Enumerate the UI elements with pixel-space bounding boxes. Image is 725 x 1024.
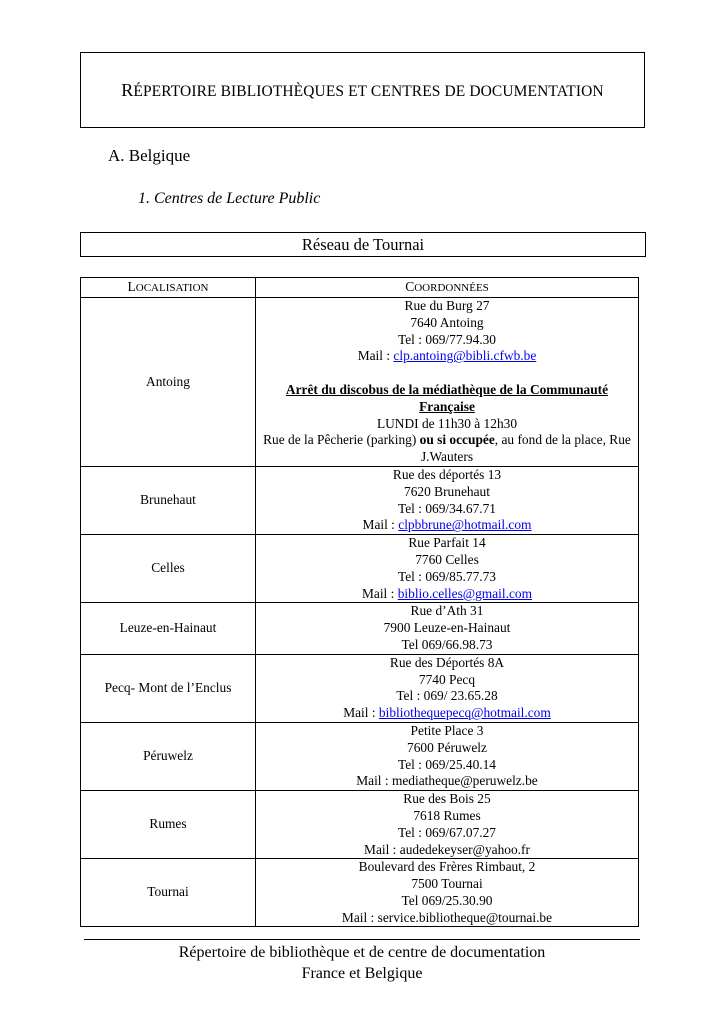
contact-cell — [256, 603, 639, 654]
city: 7900 Leuze-en-Hainaut — [383, 620, 511, 636]
city: 7740 Pecq — [418, 671, 476, 687]
city: 7760 Celles — [415, 551, 479, 567]
footer-line-2: France et Belgique — [301, 965, 423, 982]
column-header-coordonnees: COORDONNÉES — [256, 278, 639, 298]
location-cell: Leuze-en-Hainaut — [81, 603, 256, 654]
section-heading: A. Belgique — [108, 146, 191, 165]
footer-divider — [84, 939, 640, 940]
discobus-place: Rue de la Pêcherie (parking) ou si occupée, au fond de la place, Rue J.Wauters — [263, 432, 631, 465]
table-row — [81, 722, 639, 790]
contact-cell — [256, 791, 639, 859]
mail-line: Mail : biblio.celles@gmail.com — [361, 585, 533, 601]
mail-link[interactable]: clp.antoing@bibli.cfwb.be — [393, 348, 537, 364]
street: Rue des Bois 25 — [403, 791, 491, 807]
phone: Tel 069/66.98.73 — [401, 636, 493, 652]
street: Rue des déportés 13 — [392, 466, 502, 482]
contact-cell — [256, 298, 639, 467]
table-row — [81, 535, 639, 603]
city: 7620 Brunehaut — [404, 483, 490, 499]
location-cell: Tournai — [81, 859, 256, 927]
mail-link[interactable]: bibliothequepecq@hotmail.com — [378, 705, 551, 721]
phone: Tel : 069/34.67.71 — [398, 500, 496, 516]
mail-line: Mail : mediatheque@peruwelz.be — [356, 773, 538, 789]
column-header-localisation: LOCALISATION — [81, 278, 256, 298]
phone: Tel : 069/ 23.65.28 — [396, 688, 498, 704]
mail-line: Mail : clp.antoing@bibli.cfwb.be — [357, 348, 537, 364]
mail-line: Mail : bibliothequepecq@hotmail.com — [343, 705, 551, 721]
mail-line: Mail : clpbbrune@hotmail.com — [362, 517, 532, 533]
footer-line-1: Répertoire de bibliothèque et de centre de documentation — [178, 944, 546, 961]
phone: Tel 069/25.30.90 — [401, 892, 493, 908]
table-row — [81, 466, 639, 534]
mail-line: Mail : service.bibliotheque@tournai.be — [341, 909, 553, 925]
location-cell: Pecq- Mont de l’Enclus — [81, 654, 256, 722]
table-row — [81, 603, 639, 654]
city: 7600 Péruwelz — [407, 739, 487, 755]
mail-link[interactable]: biblio.celles@gmail.com — [397, 585, 533, 601]
mail-link[interactable]: clpbbrune@hotmail.com — [398, 517, 532, 533]
street: Boulevard des Frères Rimbaut, 2 — [358, 859, 536, 875]
mail-line: Mail : audedekeyser@yahoo.fr — [364, 841, 530, 857]
table-row — [81, 791, 639, 859]
library-table — [80, 277, 639, 927]
street: Rue Parfait 14 — [408, 535, 486, 551]
discobus-time: LUNDI de 11h30 à 12h30 — [376, 415, 518, 431]
table-row — [81, 859, 639, 927]
contact-cell — [256, 654, 639, 722]
city: 7500 Tournai — [411, 876, 483, 892]
location-cell: Celles — [81, 535, 256, 603]
page-footer — [84, 942, 640, 984]
phone: Tel : 069/25.40.14 — [398, 756, 496, 772]
street: Rue d’Ath 31 — [410, 603, 484, 619]
location-cell: Brunehaut — [81, 466, 256, 534]
table-row — [81, 654, 639, 722]
subsection-heading: 1. Centres de Lecture Public — [138, 190, 321, 207]
city: 7640 Antoing — [410, 314, 484, 330]
network-title: Réseau de Tournai — [80, 232, 646, 257]
location-cell: Rumes — [81, 791, 256, 859]
discobus-title: Arrêt du discobus de la médiathèque de la Communauté Française — [285, 381, 609, 414]
location-cell: Péruwelz — [81, 722, 256, 790]
location-cell: Antoing — [81, 298, 256, 467]
city: 7618 Rumes — [413, 807, 481, 823]
document-title-box — [80, 52, 645, 128]
document-title: RÉPERTOIRE BIBLIOTHÈQUES ET CENTRES DE DOCUMENTATION — [121, 79, 604, 100]
phone: Tel : 069/67.07.27 — [398, 824, 496, 840]
phone: Tel : 069/85.77.73 — [398, 568, 496, 584]
contact-cell — [256, 466, 639, 534]
contact-cell — [256, 535, 639, 603]
street: Petite Place 3 — [410, 722, 484, 738]
phone: Tel : 069/77.94.30 — [398, 331, 496, 347]
contact-cell — [256, 859, 639, 927]
table-header-row — [81, 278, 639, 298]
street: Rue du Burg 27 — [404, 298, 490, 313]
contact-cell — [256, 722, 639, 790]
street: Rue des Déportés 8A — [389, 654, 505, 670]
table-row — [81, 298, 639, 467]
